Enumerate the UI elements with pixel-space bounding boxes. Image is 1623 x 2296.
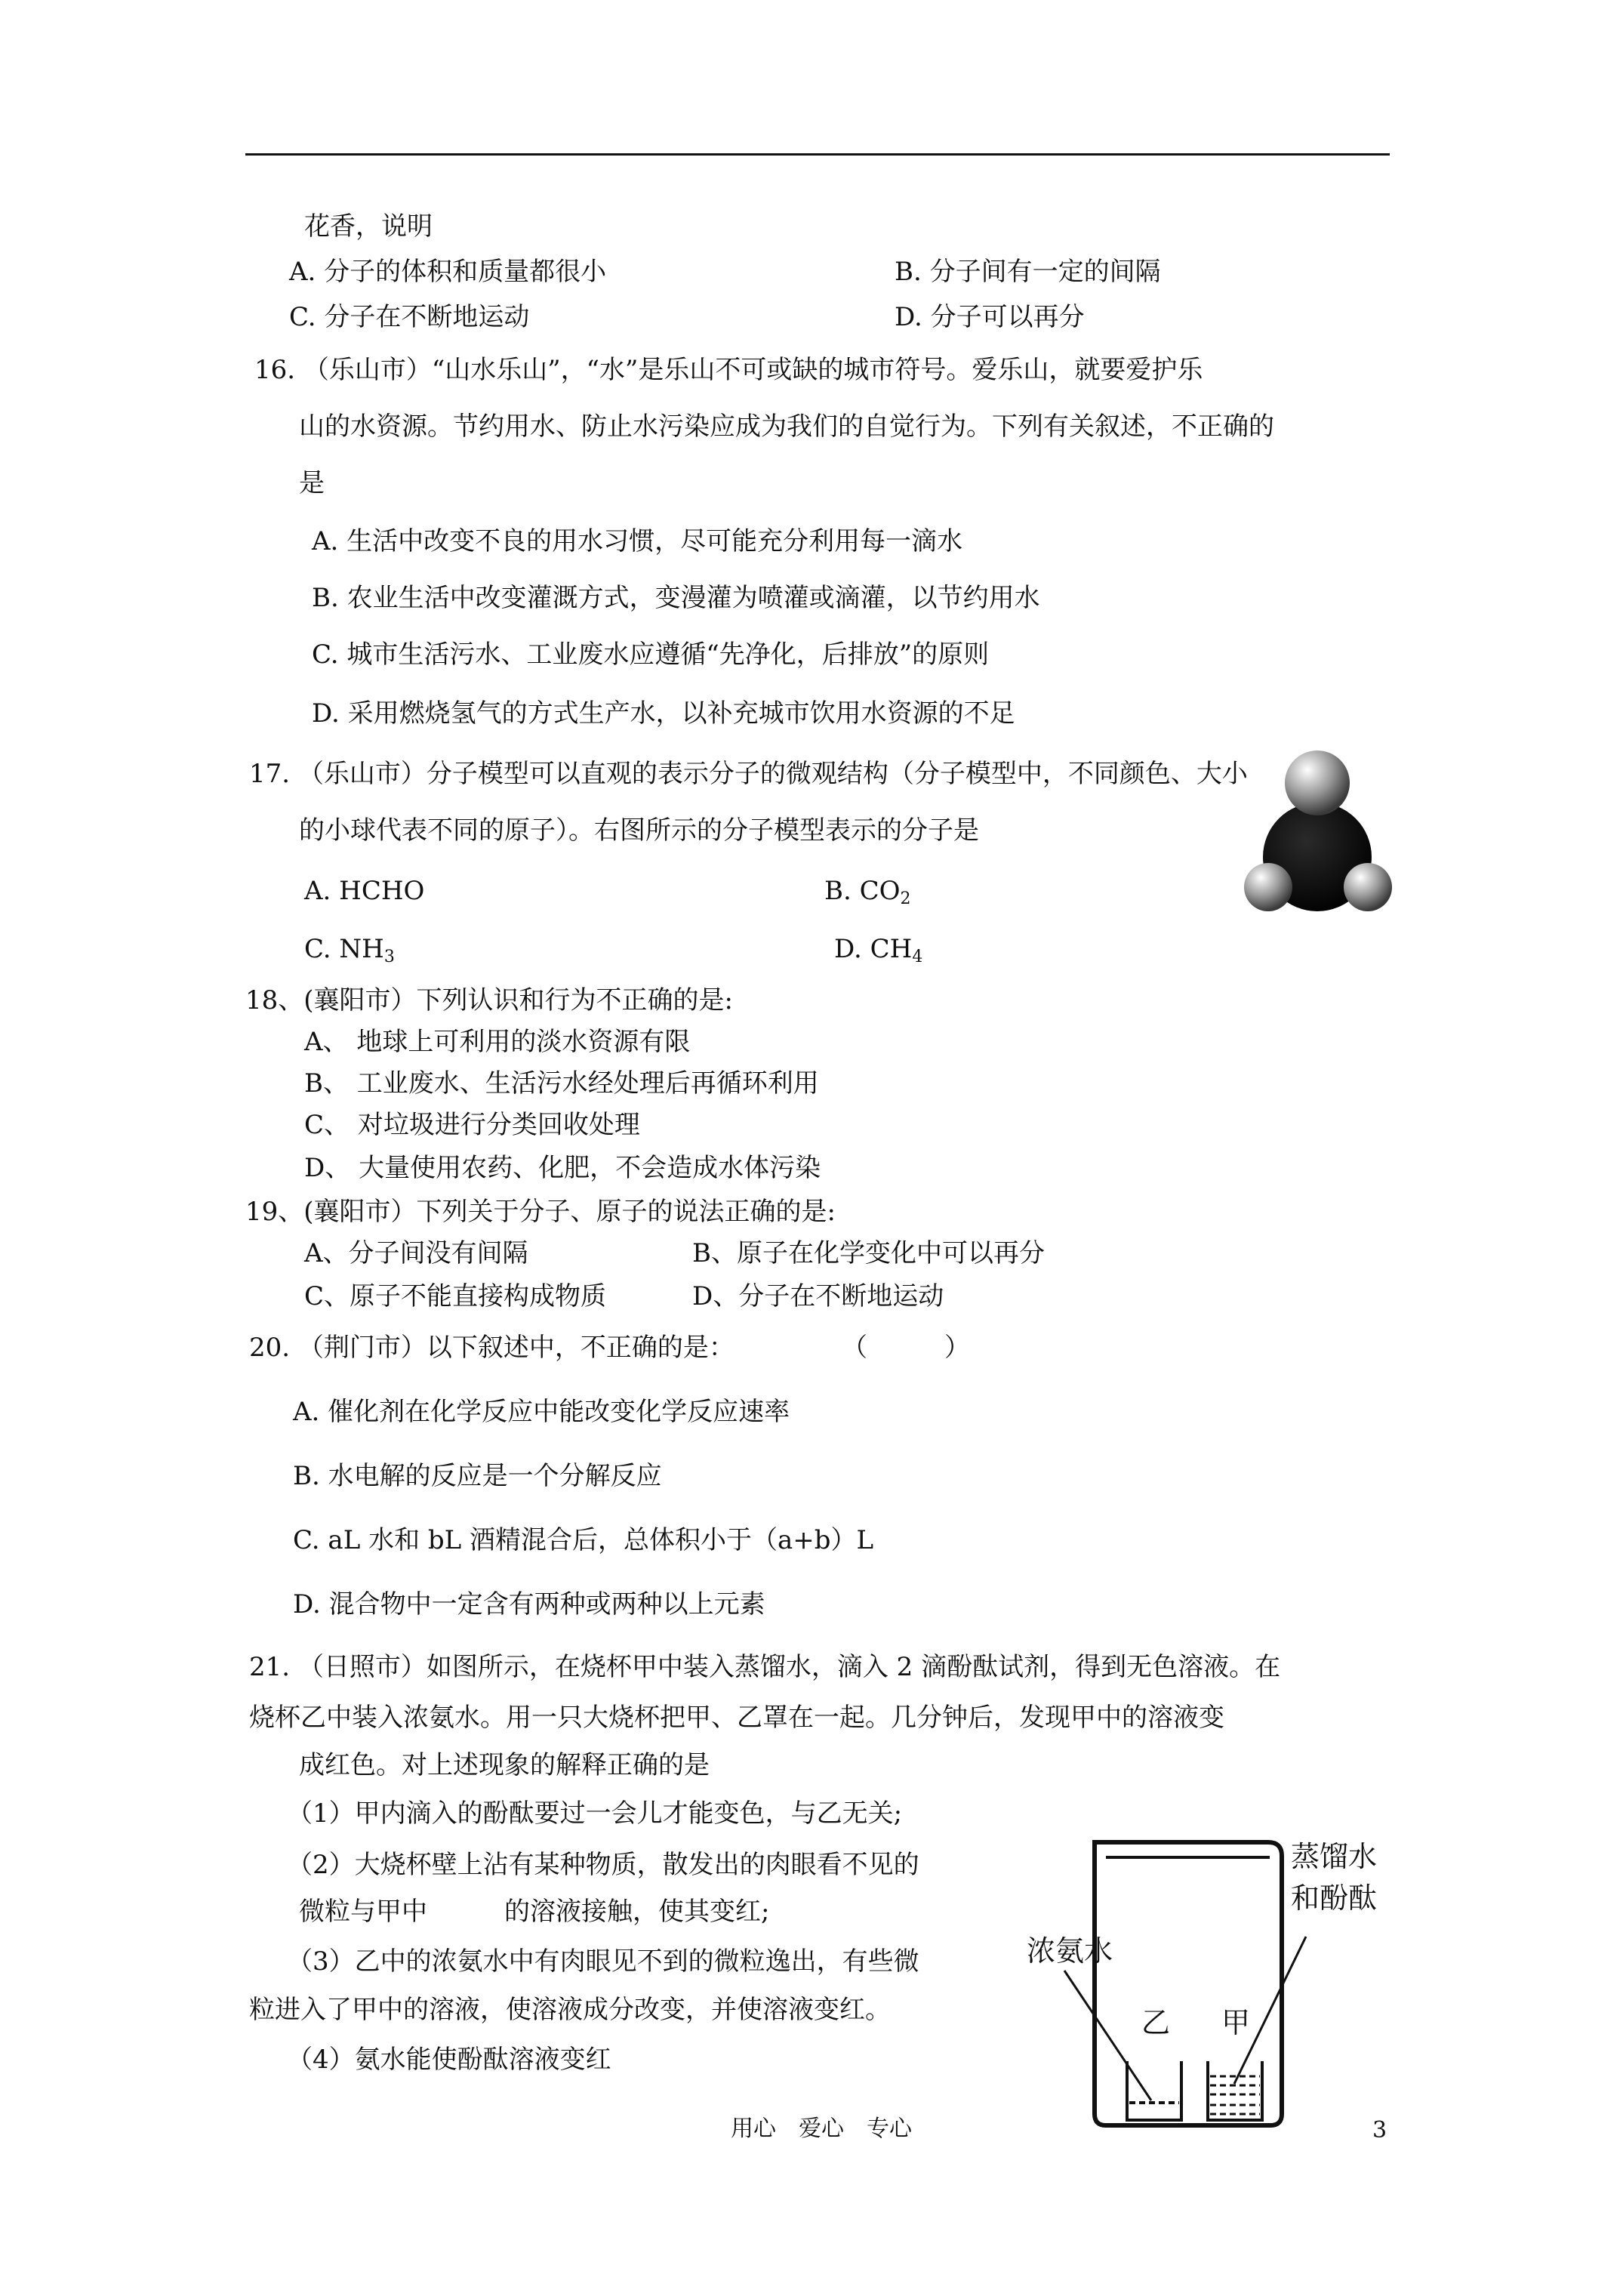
q17-option-b: B. $CO_2$: [824, 876, 911, 908]
left-atom-ball: [1244, 863, 1292, 911]
q19-option-c: C、原子不能直接构成物质: [304, 1281, 607, 1311]
q21-stem-line3: 成红色。对上述现象的解释正确的是: [299, 1750, 710, 1780]
q21-statement-2a: （2）大烧杯壁上沾有某种物质，散发出的肉眼看不见的: [287, 1850, 919, 1880]
footer-motto: 用心 爱心 专心: [731, 2116, 912, 2142]
beaker-jia: [1208, 2061, 1262, 2120]
q20-stem: 20. （荆门市）以下叙述中，不正确的是：: [249, 1333, 735, 1363]
q18-stem: 18、(襄阳市）下列认识和行为不正确的是:: [245, 985, 733, 1015]
label-distilled-water: 蒸馏水: [1291, 1840, 1378, 1873]
beaker-yi: [1127, 2061, 1181, 2120]
label-beaker-jia: 甲: [1221, 2006, 1251, 2039]
q15-option-b: B. 分子间有一定的间隔: [895, 257, 1161, 287]
right-atom-ball: [1344, 863, 1392, 911]
beaker-diagram: [1012, 1812, 1389, 2144]
page-number: 3: [1372, 2117, 1387, 2143]
q16-option-a: A. 生活中改变不良的用水习惯，尽可能充分利用每一滴水: [312, 526, 963, 556]
q17-option-a: A. HCHO: [304, 876, 425, 906]
header-rule: [245, 153, 1390, 156]
label-beaker-yi: 乙: [1141, 2006, 1171, 2039]
large-beaker-outline: [1095, 1842, 1282, 2125]
q16-stem-line2: 山的水资源。节约用水、防止水污染应成为我们的自觉行为。下列有关叙述，不正确的: [299, 411, 1274, 442]
q21-statement-1: （1）甲内滴入的酚酞要过一会儿才能变色，与乙无关;: [287, 1798, 903, 1829]
q18-option-c: C、 对垃圾进行分类回收处理: [304, 1110, 640, 1140]
q17-option-d: D. $CH_4$: [834, 934, 923, 966]
q18-option-b: B、 工业废水、生活污水经处理后再循环利用: [304, 1068, 819, 1099]
q21-statement-3a: （3）乙中的浓氨水中有肉眼见不到的微粒逸出，有些微: [287, 1946, 919, 1977]
q17-option-c: C. $NH_3$: [304, 934, 395, 966]
molecule-model-image: [1238, 744, 1397, 914]
label-and-phenolphthalein: 和酚酞: [1291, 1881, 1378, 1915]
q20-option-a: A. 催化剂在化学反应中能改变化学反应速率: [293, 1397, 790, 1427]
q20-option-d: D. 混合物中一定含有两种或两种以上元素: [293, 1589, 765, 1620]
q17-stem-line1: 17. （乐山市）分子模型可以直观的表示分子的微观结构（分子模型中，不同颜色、大小: [249, 759, 1248, 789]
q21-statement-2b: 微粒与甲中 的溶液接触，使其变红;: [299, 1897, 770, 1927]
q18-option-a: A、 地球上可利用的淡水资源有限: [304, 1027, 691, 1057]
q18-option-d: D、 大量使用农药、化肥，不会造成水体污染: [304, 1153, 821, 1183]
q21-statement-3b: 粒进入了甲中的溶液，使溶液成分改变，并使溶液变红。: [249, 1995, 891, 2025]
q19-option-d: D、分子在不断地运动: [692, 1281, 944, 1311]
q19-stem: 19、(襄阳市）下列关于分子、原子的说法正确的是:: [245, 1197, 836, 1227]
q20-option-c: C. aL 水和 bL 酒精混合后，总体积小于（a+b）L: [293, 1525, 874, 1555]
q15-option-c: C. 分子在不断地运动: [289, 302, 530, 332]
q20-option-b: B. 水电解的反应是一个分解反应: [293, 1461, 662, 1491]
q20-answer-paren: （ ）: [842, 1333, 970, 1363]
q21-stem-line1: 21. （日照市）如图所示，在烧杯甲中装入蒸馏水，滴入 2 滴酚酞试剂，得到无色溶液。在: [249, 1652, 1281, 1682]
pointer-line-yi: [1064, 1971, 1151, 2100]
q16-stem-line3: 是: [299, 468, 325, 498]
q19-option-b: B、原子在化学变化中可以再分: [692, 1238, 1045, 1268]
q19-option-a: A、分子间没有间隔: [304, 1238, 528, 1268]
q16-option-b: B. 农业生活中改变灌溉方式，变漫灌为喷灌或滴灌，以节约用水: [312, 583, 1040, 613]
q21-stem-line2: 烧杯乙中装入浓氨水。用一只大烧杯把甲、乙罩在一起。几分钟后，发现甲中的溶液变: [249, 1703, 1224, 1733]
q16-option-c: C. 城市生活污水、工业废水应遵循“先净化，后排放”的原则: [312, 639, 990, 670]
label-concentrated-ammonia: 浓氨水: [1027, 1934, 1113, 1968]
q16-option-d: D. 采用燃烧氢气的方式生产水，以补充城市饮用水资源的不足: [312, 698, 1015, 729]
q15-option-d: D. 分子可以再分: [895, 302, 1085, 332]
q16-stem-line1: 16. （乐山市）“山水乐山”，“水”是乐山不可或缺的城市符号。爱乐山，就要爱护乐: [254, 355, 1203, 385]
q21-statement-4: （4）氨水能使酚酞溶液变红: [287, 2045, 611, 2075]
top-atom-ball: [1285, 750, 1350, 815]
q15-continuation: 花香，说明: [304, 211, 433, 242]
q17-stem-line2: 的小球代表不同的原子）。右图所示的分子模型表示的分子是: [299, 815, 979, 846]
q15-option-a: A. 分子的体积和质量都很小: [289, 257, 607, 287]
